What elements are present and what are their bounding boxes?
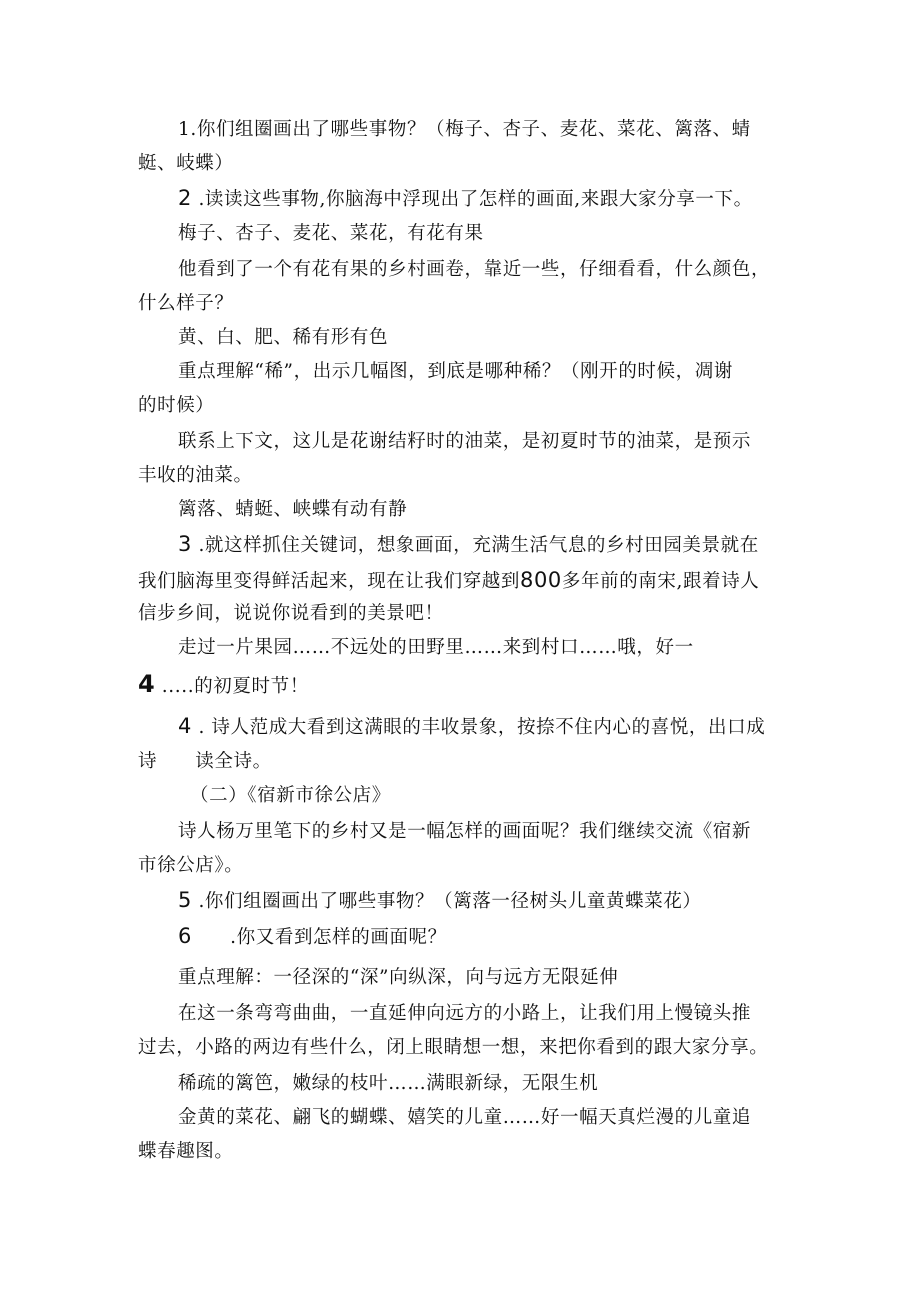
paragraph-line	[138, 394, 214, 418]
numbered-line	[178, 186, 753, 212]
numbered-line	[138, 672, 309, 699]
paragraph-line	[138, 464, 253, 488]
line-text: 蝶春趣图。	[138, 1141, 234, 1162]
section-heading	[190, 784, 391, 808]
line-text: 稀疏的篱笆，嫩绿的枝叶……满眼新绿，无限生机	[178, 1073, 599, 1094]
paragraph-line	[178, 498, 407, 522]
paragraph-line	[178, 1002, 751, 1026]
line-text: 重点理解：一径深的“深”向纵深，向与远方无限延伸	[178, 967, 619, 988]
line-text: 梅子、杏子、麦花、菜花，有花有果	[178, 223, 484, 244]
line-text: 在这一条弯弯曲曲，一直延伸向远方的小路上，让我们用上慢镜头推	[178, 1003, 752, 1024]
paragraph-line	[178, 326, 388, 350]
line-text: 过去，小路的两边有些什么，闭上眼睛想一想，来把你看到的跟大家分享。	[138, 1037, 769, 1058]
line-text: 金黄的菜花、翩飞的蝴蝶、嬉笑的儿童……好一幅天真烂漫的儿童追	[178, 1107, 752, 1128]
list-number: 3	[178, 532, 192, 556]
paragraph-line	[138, 602, 444, 626]
line-text: 市徐公店》。	[138, 855, 244, 876]
line-text: 篱落、蜻蜓、峡蝶有动有静	[178, 499, 408, 520]
numbered-line	[178, 714, 765, 740]
paragraph-line	[138, 292, 234, 316]
line-text: 他看到了一个有花有果的乡村画卷，靠近一些，仔细看看，什么颜色，	[178, 259, 771, 280]
line-text: 重点理解“稀”，出示几幅图，到底是哪种稀？（刚开的时候，凋谢	[178, 361, 733, 382]
paragraph-line	[138, 568, 759, 594]
paragraph-line	[138, 152, 234, 176]
line-text: （二）《宿新市徐公店》	[190, 785, 391, 806]
line-text: .读读这些事物,你脑海中浮现出了怎样的画面,来跟大家分享一下。	[191, 189, 753, 210]
line-text: 的时候）	[138, 395, 215, 416]
paragraph-line	[178, 430, 751, 454]
line-text: .你们组圈画出了哪些事物？（篱落一径树头儿童黄蝶菜花）	[191, 891, 702, 912]
paragraph-line	[178, 1072, 598, 1096]
line-text: .你又看到怎样的画面呢？	[191, 927, 447, 948]
line-text: 什么样子？	[138, 293, 234, 314]
paragraph-line	[178, 636, 694, 660]
paragraph-line	[138, 1140, 234, 1164]
list-number: 4	[178, 714, 192, 738]
line-text: 1.你们组圈画出了哪些事物？（梅子、杏子、麦花、菜花、篱落、蜻	[178, 119, 751, 140]
paragraph-line	[178, 360, 733, 384]
paragraph-line	[178, 1106, 751, 1130]
line-text: 我们脑海里变得鲜活起来，现在让我们穿越到	[138, 571, 521, 592]
inline-number: 800	[520, 568, 562, 592]
line-text: 联系上下文，这儿是花谢结籽时的油菜，是初夏时节的油菜，是预示	[178, 431, 752, 452]
line-text: 多年前的南宋,跟着诗人	[561, 571, 760, 592]
list-number: 5	[178, 888, 192, 912]
paragraph-line	[138, 854, 243, 878]
line-text: 诗 读全诗。	[138, 751, 272, 772]
numbered-line	[178, 924, 447, 950]
line-text: .就这样抓住关键词，想象画面，充满生活气息的乡村田园美景就在	[191, 535, 759, 556]
paragraph-line	[178, 820, 751, 844]
line-text: 走过一片果园……不远处的田野里……来到村口……哦，好一	[178, 637, 694, 658]
list-number: 2	[178, 186, 192, 210]
line-text: 蜓、岐蝶）	[138, 153, 234, 174]
numbered-line	[178, 888, 702, 914]
paragraph-line	[178, 118, 751, 142]
line-text: .....的初夏时节！	[155, 676, 309, 697]
paragraph-line	[178, 258, 770, 282]
line-text: 黄、白、肥、稀有形有色	[178, 327, 389, 348]
list-number: 6	[178, 924, 192, 948]
numbered-line	[178, 532, 759, 558]
line-text: 诗人杨万里笔下的乡村又是一幅怎样的画面呢？我们继续交流《宿新	[178, 821, 752, 842]
line-text: 信步乡间，说说你说看到的美景吧！	[138, 603, 444, 624]
paragraph-line	[178, 966, 618, 990]
paragraph-line	[178, 222, 484, 246]
paragraph-line	[138, 1036, 768, 1060]
paragraph-line	[138, 750, 272, 774]
line-text: 丰收的油菜。	[138, 465, 253, 486]
list-number: 4	[138, 670, 156, 698]
line-text: . 诗人范成大看到这满眼的丰收景象，按捺不住内心的喜悦，出口成	[191, 717, 766, 738]
